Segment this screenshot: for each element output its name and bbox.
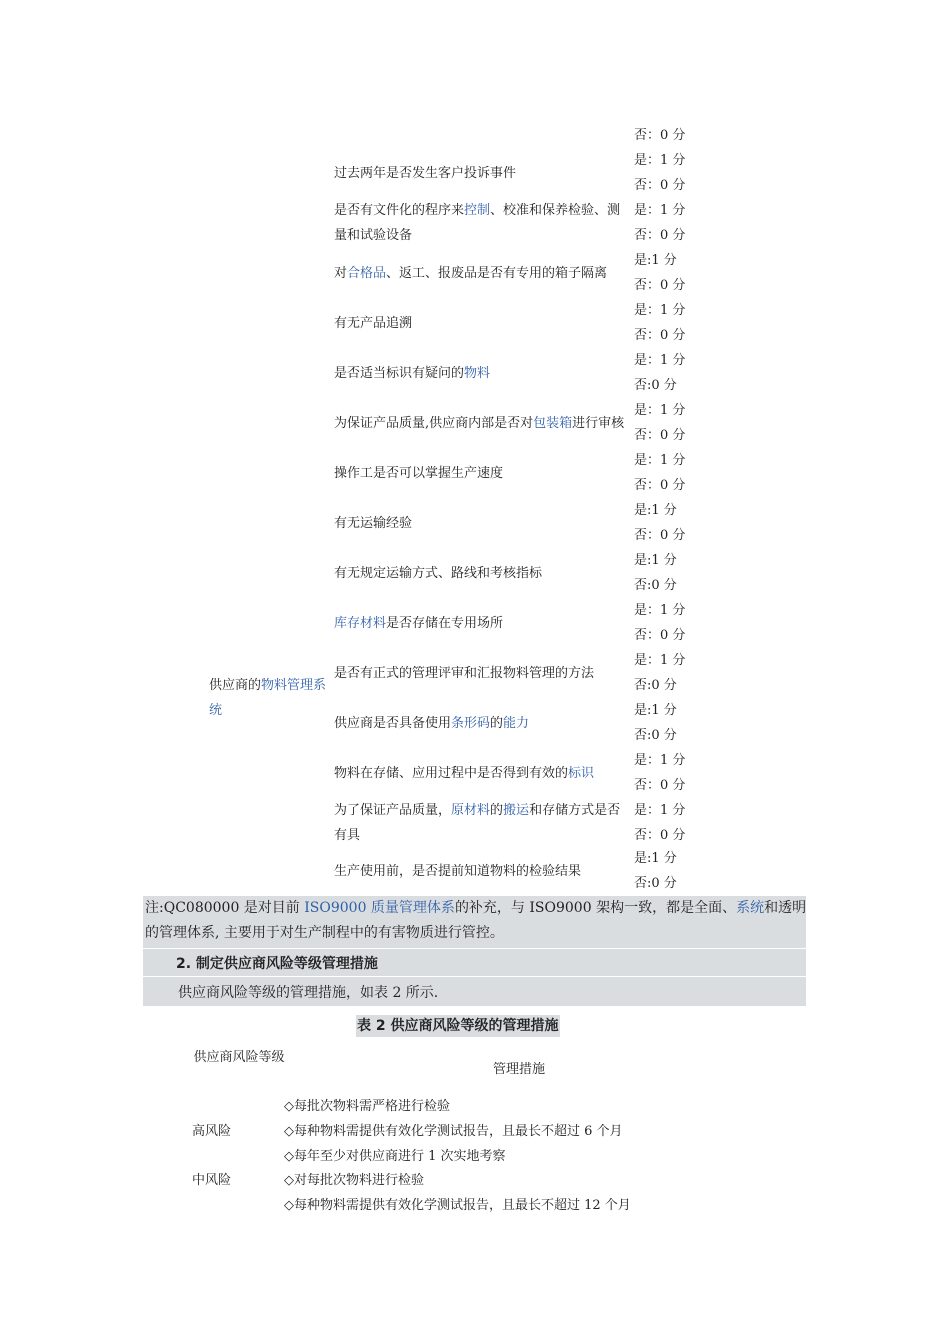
system-link[interactable]: 系统 — [736, 900, 765, 916]
header-risk-level: 供应商风险等级 — [193, 1050, 285, 1065]
divider — [143, 948, 806, 949]
score-no: 否：0 分 — [634, 628, 686, 643]
section-heading: 2. 制定供应商风险等级管理措施 — [176, 956, 378, 972]
score-no: 否：0 分 — [634, 478, 686, 493]
criteria-row — [0, 248, 950, 298]
score-yes: 是：1 分 — [634, 753, 686, 768]
criteria-row — [0, 698, 950, 748]
packing-box-link[interactable]: 包装箱 — [533, 415, 573, 431]
score-yes: 是：1 分 — [634, 303, 686, 318]
score-yes: 是:1 分 — [634, 851, 677, 866]
score-no: 否：0 分 — [634, 328, 686, 343]
score-yes: 是:1 分 — [634, 703, 677, 718]
criteria-row — [0, 798, 950, 848]
score-no: 否：0 分 — [634, 128, 686, 143]
measure-item: ◇每批次物料需严格进行检验 — [284, 1099, 450, 1114]
measure-item: ◇每种物料需提供有效化学测试报告，且最长不超过 6 个月 — [284, 1124, 623, 1139]
criteria-row — [0, 846, 950, 896]
criteria-row — [0, 548, 950, 598]
score-yes: 是：1 分 — [634, 403, 686, 418]
score-cell — [634, 123, 714, 148]
score-no: 否:0 分 — [634, 378, 677, 393]
score-yes: 是：1 分 — [634, 803, 686, 818]
measure-item: ◇每年至少对供应商进行 1 次实地考察 — [284, 1149, 506, 1164]
criteria-cell: 为了保证产品质量，原材料的搬运和存储方式是否有具 — [334, 803, 621, 843]
criteria-row — [0, 448, 950, 498]
qualified-product-link[interactable]: 合格品 — [347, 265, 387, 281]
criteria-row — [0, 748, 950, 798]
score-yes: 是：1 分 — [634, 453, 686, 468]
score-yes: 是:1 分 — [634, 503, 677, 518]
inventory-material-link[interactable]: 库存材料 — [334, 615, 387, 631]
measure-item: ◇每种物料需提供有效化学测试报告，且最长不超过 12 个月 — [284, 1198, 631, 1213]
score-no: 否：0 分 — [634, 828, 686, 843]
material-management-link[interactable]: 物料管理 — [261, 678, 314, 693]
iso9000-link[interactable]: ISO9000 质量管理体系 — [304, 900, 455, 916]
score-yes: 是：1 分 — [634, 603, 686, 618]
score-yes: 是:1 分 — [634, 553, 677, 568]
note-section — [143, 896, 806, 1006]
criteria-cell: 有无产品追溯 — [334, 315, 413, 331]
criteria-cell: 是否有正式的管理评审和汇报物料管理的方法 — [334, 665, 595, 681]
criteria-row — [0, 148, 950, 198]
score-no: 否：0 分 — [634, 778, 686, 793]
barcode-link[interactable]: 条形码 — [451, 715, 491, 731]
criteria-row — [0, 398, 950, 448]
score-no: 否:0 分 — [634, 728, 677, 743]
score-no: 否：0 分 — [634, 428, 686, 443]
measures-cell — [284, 1094, 623, 1169]
measures-cell — [284, 1168, 631, 1218]
score-yes: 是:1 分 — [634, 253, 677, 268]
criteria-cell: 为保证产品质量,供应商内部是否对包装箱进行审核 — [334, 415, 625, 431]
note-paragraph: 注:QC080000 是对目前 ISO9000 质量管理体系的补充，与 ISO9000 架构一致，都是全面、系统和透明的管理体系, 主要用于对生产制程中的有害物质进行管控。 — [145, 900, 807, 941]
criteria-cell: 操作工是否可以掌握生产速度 — [334, 465, 504, 481]
criteria-cell: 物料在存储、应用过程中是否得到有效的标识 — [334, 765, 595, 781]
criteria-cell: 供应商是否具备使用条形码的能力 — [334, 715, 530, 731]
risk-level-medium: 中风险 — [192, 1173, 232, 1188]
criteria-row — [0, 348, 950, 398]
identification-link[interactable]: 标识 — [568, 765, 595, 781]
criteria-row — [0, 298, 950, 348]
score-no: 否:0 分 — [634, 678, 677, 693]
risk-measures-table — [0, 1040, 950, 1240]
risk-level-high: 高风险 — [192, 1124, 232, 1139]
control-link[interactable]: 控制 — [464, 203, 491, 218]
criteria-row — [0, 598, 950, 648]
criteria-cell: 生产使用前，是否提前知道物料的检验结果 — [334, 863, 582, 879]
criteria-row — [0, 198, 950, 248]
score-yes: 是：1 分 — [634, 353, 686, 368]
category-cell: 供应商的物料管理系统 — [209, 678, 327, 718]
criteria-row — [0, 498, 950, 548]
score-no: 否:0 分 — [634, 876, 677, 891]
criteria-cell: 库存材料是否存储在专用场所 — [334, 615, 504, 631]
divider — [143, 976, 806, 977]
criteria-row — [0, 648, 950, 698]
criteria-cell: 过去两年是否发生客户投诉事件 — [334, 165, 517, 181]
score-no: 否：0 分 — [634, 528, 686, 543]
score-no: 否：0 分 — [634, 278, 686, 293]
score-no: 否:0 分 — [634, 578, 677, 593]
material-link[interactable]: 物料 — [464, 365, 491, 381]
header-measures: 管理措施 — [493, 1062, 546, 1077]
criteria-cell: 对合格品、返工、报废品是否有专用的箱子隔离 — [334, 265, 608, 281]
measure-item: ◇对每批次物料进行检验 — [284, 1173, 424, 1188]
handling-link[interactable]: 搬运 — [503, 803, 530, 818]
score-yes: 是：1 分 — [634, 203, 686, 218]
score-yes: 是：1 分 — [634, 153, 686, 168]
table-caption: 表 2 供应商风险等级的管理措施 — [356, 1015, 560, 1037]
system-link[interactable]: 系统 — [209, 678, 327, 718]
criteria-cell: 有无运输经验 — [334, 515, 413, 531]
score-no: 否：0 分 — [634, 228, 686, 243]
ability-link[interactable]: 能力 — [503, 715, 530, 731]
intro-paragraph: 供应商风险等级的管理措施，如表 2 所示. — [178, 985, 439, 1001]
criteria-cell: 有无规定运输方式、路线和考核指标 — [334, 565, 543, 581]
score-no: 否：0 分 — [634, 178, 686, 193]
score-yes: 是：1 分 — [634, 653, 686, 668]
raw-material-link[interactable]: 原材料 — [451, 803, 491, 818]
criteria-cell: 是否适当标识有疑问的物料 — [334, 365, 491, 381]
criteria-cell: 是否有文件化的程序来控制、校准和保养检验、测量和试验设备 — [334, 203, 621, 243]
